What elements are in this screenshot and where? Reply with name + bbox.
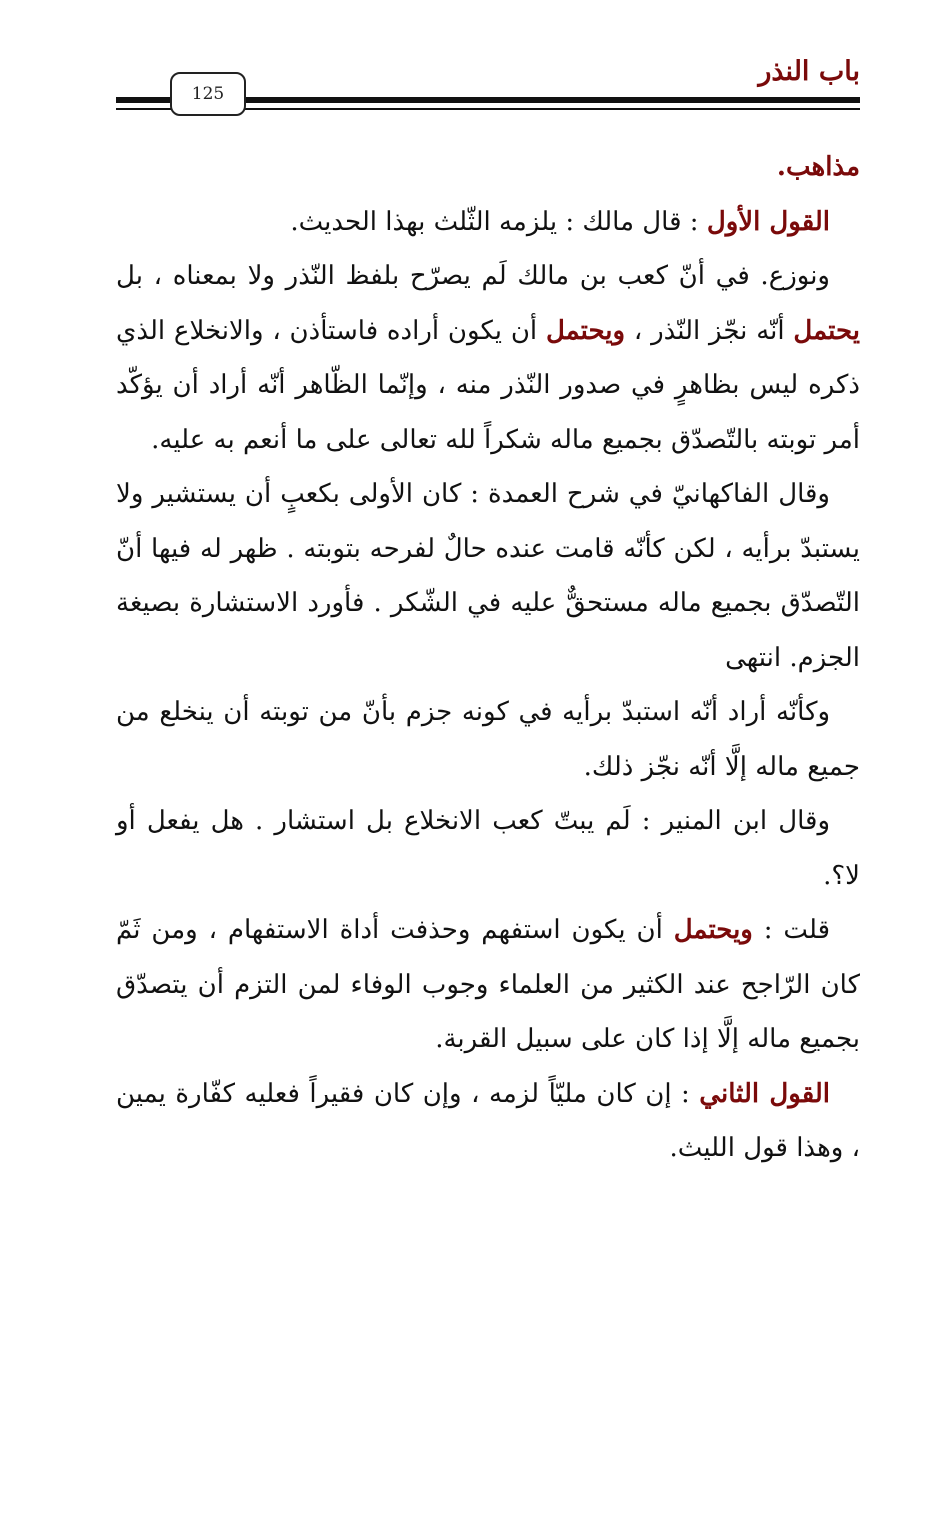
objection-text-c: أن يكون أراده فاستأذن ، والانخلاع الذي ذكره ليس بظاهرٍ في صدور النّذر منه ، وإنّما الظّاهر أنّه أراد أن يؤكّد أمر توبته بالتّصدّق بجميع ماله شكراً لله تعالى على ما أنعم به عليه.	[116, 315, 860, 455]
page-number: 125	[170, 72, 246, 116]
qultu-text-b: أن يكون استفهم وحذفت أداة الاستفهام ، ومن ثَمّ كان الرّاجح عند الكثير من العلماء وجوب الوفاء لمن التزم أن يتصدّق بجميع ماله إلَّا إذا كان على سبيل القربة.	[116, 915, 860, 1054]
paragraph-explanation: وكأنّه أراد أنّه استبدّ برأيه في كونه جزم بأنّ من توبته أن ينخلع من جميع ماله إلَّا أنّه نجّز ذلك.	[116, 697, 860, 782]
first-opinion-text: : قال مالك : يلزمه الثّلث بهذا الحديث.	[290, 206, 707, 237]
paragraph-qultu	[116, 903, 860, 1067]
page-header	[0, 0, 945, 130]
chapter-title: باب النذر	[758, 56, 860, 87]
second-opinion-text: : إن كان مليّاً لزمه ، وإن كان فقيراً فعليه كفّارة يمين ، وهذا قول الليث.	[116, 1078, 860, 1163]
qultu-text-a: قلت :	[752, 915, 830, 945]
second-opinion-label: القول الثاني	[699, 1078, 830, 1109]
paragraph-objection	[116, 249, 860, 467]
paragraph-fakihani: وقال الفاكهانيّ في شرح العمدة : كان الأولى بكعبٍ أن يستشير ولا يستبدّ برأيه ، لكن كأنّه قامت عنده حالٌ لفرحه بتوبته . ظهر له فيها أنّ التّصدّق بجميع ماله مستحقٌّ عليه في الشّكر . فأورد الاستشارة بصيغة الجزم. انتهى	[116, 479, 860, 673]
objection-text-a: ونوزع. في أنّ كعب بن مالك لَم يصرّح بلفظ النّذر ولا بمعناه ، بل	[116, 261, 830, 291]
page-body	[116, 140, 860, 1176]
paragraph-second-opinion	[116, 1067, 860, 1176]
paragraph-ibn-munir: وقال ابن المنير : لَم يبتّ كعب الانخلاع بل استشار . هل يفعل أو لا؟.	[116, 806, 860, 891]
paragraph-intro: مذاهب.	[776, 152, 860, 182]
highlight-word: ويحتمل	[545, 315, 626, 346]
paragraph-first-opinion	[116, 195, 860, 250]
first-opinion-label: القول الأول	[706, 206, 830, 237]
objection-text-b: أنّه نجّز النّذر ،	[625, 315, 794, 346]
highlight-word: يحتمل	[793, 315, 860, 346]
highlight-word: ويحتمل	[673, 915, 753, 945]
